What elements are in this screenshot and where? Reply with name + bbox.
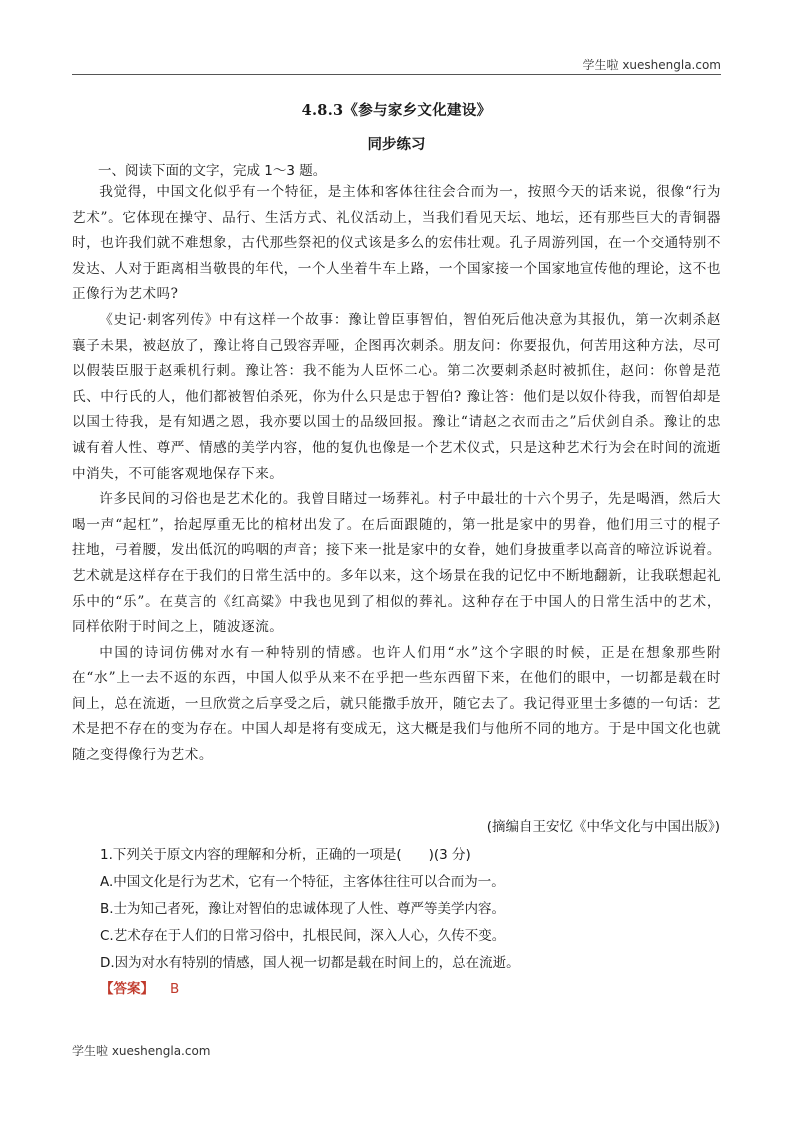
answer-line: [100, 977, 179, 997]
footer-brand: 学生啦 xueshengla.com: [72, 1044, 211, 1058]
reading-passage: [72, 180, 721, 769]
option-b: B.士为知己者死，豫让对智伯的忠诚体现了人性、尊严等美学内容。: [100, 901, 506, 917]
header-divider: [72, 74, 721, 75]
passage-paragraph: 《史记·刺客列传》中有这样一个故事：豫让曾臣事智伯，智伯死后他决意为其报仇，第一次刺杀赵襄子未果，被赵放了，豫让将自己毁容弄哑，企图再次刺杀。朋友问：你要报仇，何苦用这种方法，尽可以假装臣服于赵乘机行刺。豫让答：我不能为人臣怀二心。第二次要刺杀赵时被抓住，赵问：你曾是范氏、中行氏的人，他们都被智伯杀死，你为什么只是忠于智伯? 豫让答：他们是以奴仆待我，而智伯却是以国士待我，是有知遇之恩，我亦要以国士的品级回报。豫让“请赵之衣而击之”后伏剑自杀。豫让的忠诚有着人性、尊严、情感的美学内容，他的复仇也像是一个艺术仪式，只是这种艺术行为会在时间的流逝中消失，不可能客观地保存下来。: [72, 311, 721, 482]
question-1: [100, 842, 720, 977]
answer-tag: 【答案】: [100, 981, 154, 997]
passage-paragraph: 我觉得，中国文化似乎有一个特征，是主体和客体往往会合而为一，按照今天的话来说，很像“行为艺术”。它体现在操守、品行、生活方式、礼仪活动上，当我们看见天坛、地坛，还有那些巨大的青铜器时，也许我们就不难想象，古代那些祭祀的仪式该是多么的宏伟壮观。孔子周游列国，在一个交通特别不发达、人对于距离相当敬畏的年代，一个人坐着牛车上路，一个国家接一个国家地宣传他的理论，这不也正像行为艺术吗?: [72, 184, 721, 303]
reading-instruction: 一、阅读下面的文字，完成 1～3 题。: [98, 163, 327, 179]
passage-paragraph: 中国的诗词仿佛对水有一种特别的情感。也许人们用“水”这个字眼的时候，正是在想象那些附在“水”上一去不返的东西，中国人似乎从来不在乎把一些东西留下来，在他们的眼中，一切都是载在时间上，总在流逝，一旦欣赏之后享受之后，就只能撒手放开，随它去了。我记得亚里士多德的一句话：艺术是把不存在的变为存在。中国人却是将有变成无，这大概是我们与他所不同的地方。于是中国文化也就随之变得像行为艺术。: [72, 644, 721, 764]
option-d: D.因为对水有特别的情感，国人视一切都是载在时间上的，总在流逝。: [100, 955, 520, 971]
header-brand: 学生啦 xueshengla.com: [582, 58, 721, 72]
passage-paragraph: 许多民间的习俗也是艺术化的。我曾目睹过一场葬礼。村子中最壮的十六个男子，先是喝酒，然后大喝一声“起杠”，抬起厚重无比的棺材出发了。在后面跟随的，第一批是家中的男眷，他们用三寸的棍子拄地，弓着腰，发出低沉的呜咽的声音；接下来一批是家中的女眷，她们身披重孝以高音的啼泣诉说着。艺术就是这样存在于我们的日常生活中的。多年以来，这个场景在我的记忆中不断地翻新，让我联想起礼乐中的“乐”。在莫言的《红高粱》中我也见到了相似的葬礼。这种存在于中国人的日常生活中的艺术，同样依附于时间之上，随波逐流。: [72, 491, 721, 636]
option-c: C.艺术存在于人们的日常习俗中，扎根民间，深入人心，久传不变。: [100, 928, 506, 944]
passage-source: (摘编自王安忆《中华文化与中国出版》): [486, 819, 720, 835]
answer-value: B: [170, 981, 180, 997]
question-stem: 1.下列关于原文内容的理解和分析，正确的一项是( )(3 分): [100, 847, 471, 863]
document-subtitle: 同步练习: [367, 136, 426, 153]
document-title: 4.8.3《参与家乡文化建设》: [301, 102, 492, 119]
option-a: A.中国文化是行为艺术，它有一个特征，主客体往往可以合而为一。: [100, 874, 505, 890]
